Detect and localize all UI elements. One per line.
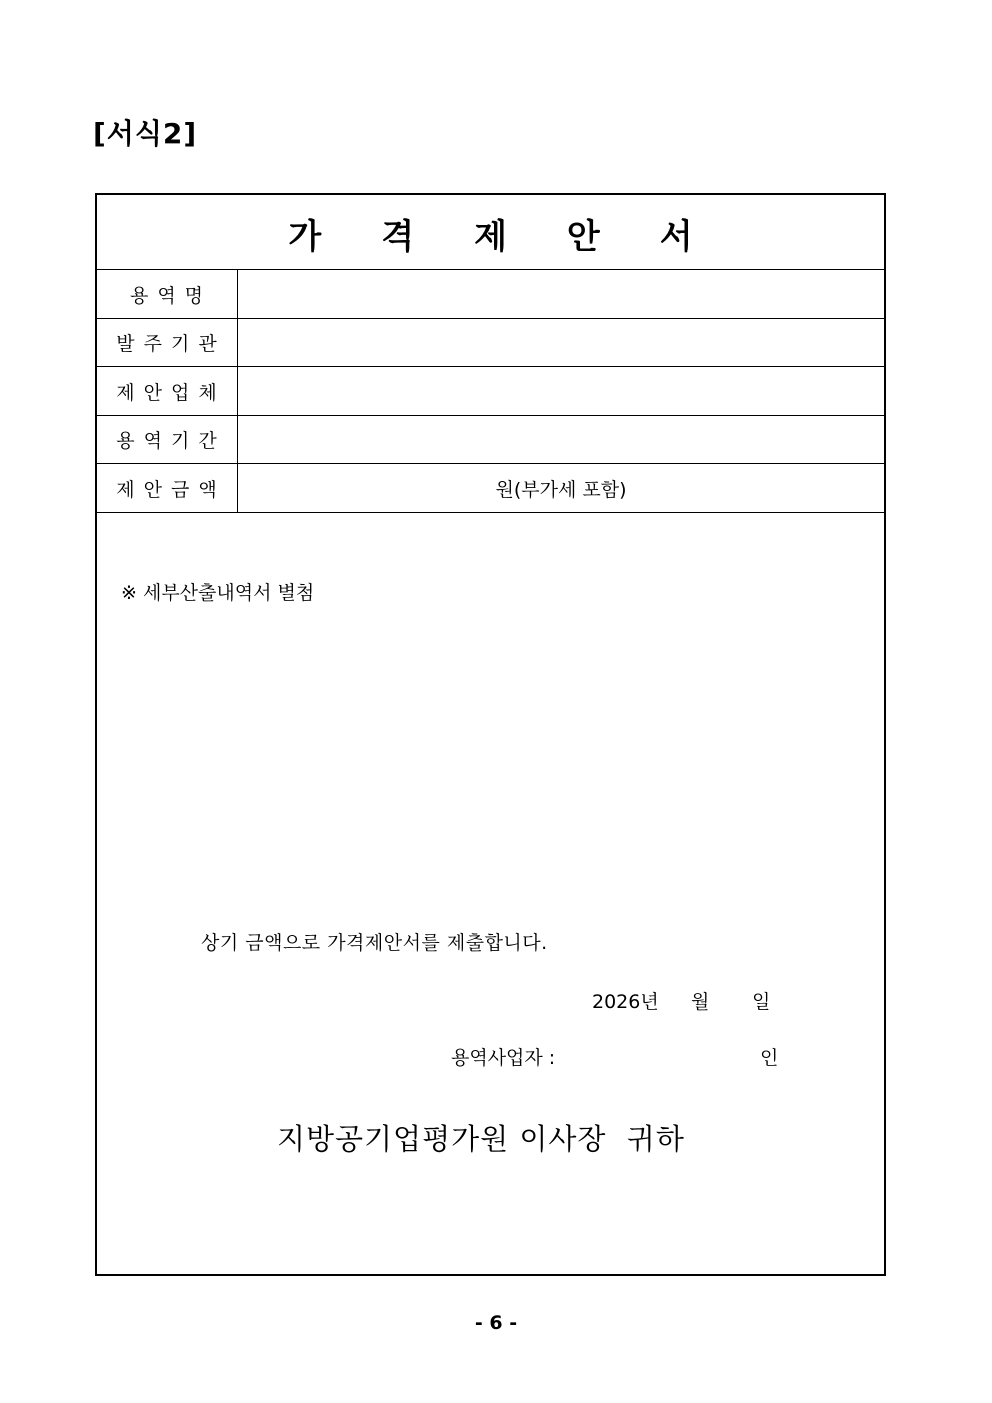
form-label: [서식2] [93,117,198,150]
seal-mark: 인 [760,1047,779,1069]
service-name-field[interactable] [238,270,884,318]
signer-label: 용역사업자 : [451,1047,556,1069]
proposing-company-field[interactable] [238,367,884,415]
date-month: 월 [691,991,710,1013]
row-label: 제안업체 [97,367,238,415]
form-title: 가격제안서 [288,216,753,257]
row-ordering-agency [97,319,884,367]
form-title-cell [97,195,884,270]
ordering-agency-field[interactable] [238,319,884,366]
recipient: 지방공기업평가원 이사장 귀하 [277,1122,685,1156]
row-proposal-amount [97,464,884,513]
submission-statement: 상기 금액으로 가격제안서를 제출합니다. [201,932,548,954]
date-year: 2026년 [592,991,659,1013]
service-period-field[interactable] [238,416,884,463]
price-proposal-form [95,193,886,1276]
row-proposing-company [97,367,884,416]
page-number: - 6 - [474,1312,518,1334]
proposal-amount-field[interactable]: 원(부가세 포함) [495,478,627,501]
date-day: 일 [752,991,771,1013]
row-label: 발주기관 [97,319,238,366]
row-label: 용역기간 [97,416,238,463]
row-service-name [97,270,884,319]
row-label: 용역명 [97,270,238,318]
row-label: 제안금액 [97,464,238,512]
attachment-note: ※ 세부산출내역서 별첨 [121,582,315,604]
row-service-period [97,416,884,464]
